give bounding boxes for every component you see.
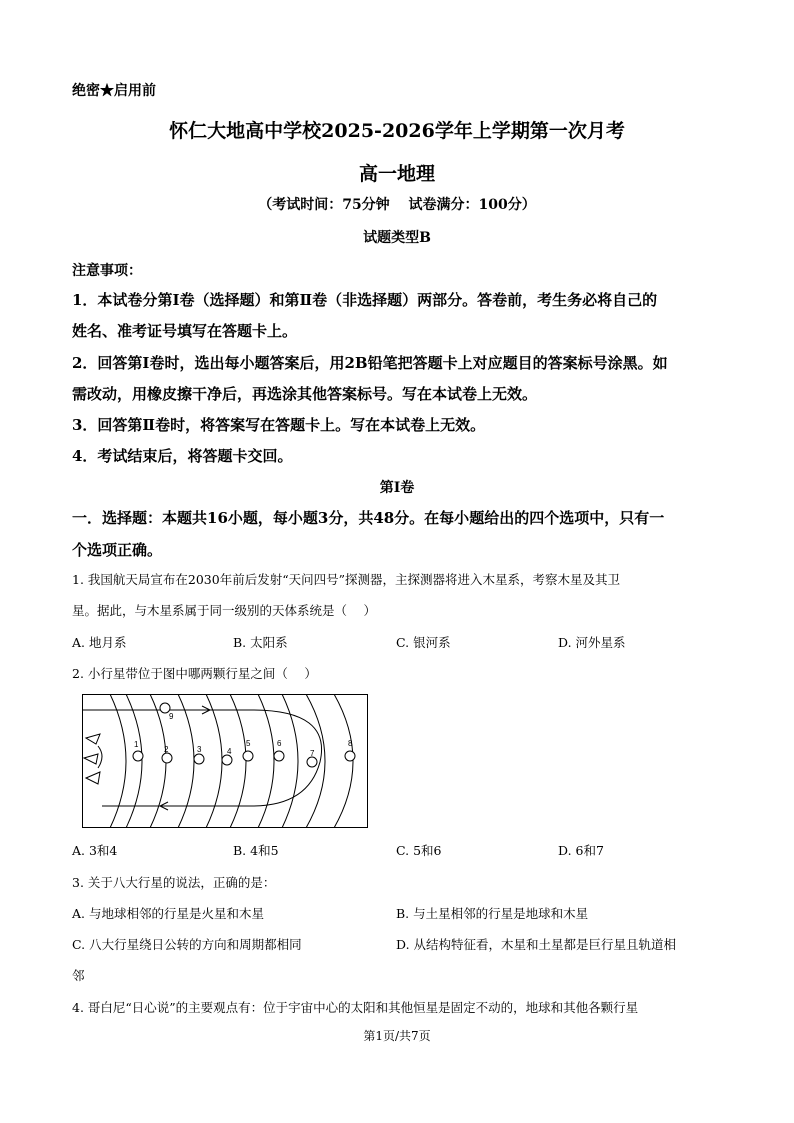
q2-option-b[interactable]: B. 4和5 — [233, 843, 279, 858]
note-line: 3．回答第Ⅱ卷时，将答案写在答题卡上。写在本试卷上无效。 — [72, 416, 486, 434]
note-line: 1．本试卷分第Ⅰ卷（选择题）和第Ⅱ卷（非选择题）两部分。答卷前，考生务必将自己的 — [72, 291, 658, 309]
planet-label-4: 4 — [227, 747, 232, 756]
q1-option-d[interactable]: D. 河外星系 — [558, 635, 626, 650]
planet-label-8: 8 — [348, 739, 353, 748]
q2-option-d[interactable]: D. 6和7 — [558, 843, 604, 858]
note-line: 需改动，用橡皮擦干净后，再选涂其他答案标号。写在本试卷上无效。 — [72, 385, 538, 403]
solar-system-diagram — [82, 694, 368, 828]
q3-option-c[interactable]: C. 八大行星绕日公转的方向和周期都相同 — [72, 937, 302, 952]
sun-icon — [84, 734, 102, 784]
q1-option-a[interactable]: A. 地月系 — [72, 635, 127, 650]
planet-6 — [274, 751, 284, 761]
planet-1 — [133, 751, 143, 761]
q1-option-c[interactable]: C. 银河系 — [396, 635, 451, 650]
planet-5 — [243, 751, 253, 761]
note-line: 姓名、准考证号填写在答题卡上。 — [72, 322, 298, 340]
q3-option-a[interactable]: A. 与地球相邻的行星是火星和木星 — [72, 906, 264, 921]
q3-option-d-wrap: 邻 — [72, 968, 85, 983]
exam-info: （考试时间：75分钟 试卷满分：100分） — [258, 197, 536, 213]
planet-label-2: 2 — [164, 745, 169, 754]
note-line: 4．考试结束后，将答题卡交回。 — [72, 447, 293, 465]
paper-type: 试题类型B — [363, 230, 431, 246]
comet-label-9: 9 — [169, 712, 174, 721]
question-1-stem: 1. 我国航天局宣布在2030年前后发射“天问四号”探测器，主探测器将进入木星系，考察木星及其卫 — [72, 572, 620, 587]
section-instruction: 一．选择题：本题共16小题，每小题3分，共48分。在每小题给出的四个选项中，只有一 — [72, 509, 665, 527]
q2-option-a[interactable]: A. 3和4 — [72, 843, 118, 858]
question-4-stem: 4. 哥白尼“日心说”的主要观点有：位于宇宙中心的太阳和其他恒星是固定不动的，地球和其他各颗行星 — [72, 1000, 639, 1015]
planet-label-3: 3 — [197, 745, 202, 754]
question-3-stem: 3. 关于八大行星的说法，正确的是： — [72, 875, 276, 890]
section-instruction: 个选项正确。 — [72, 541, 163, 559]
planet-label-5: 5 — [246, 739, 251, 748]
question-1-stem: 星。据此，与木星系属于同一级别的天体系统是（ ） — [72, 603, 376, 618]
planet-label-1: 1 — [134, 740, 139, 749]
planet-label-7: 7 — [310, 749, 315, 758]
exam-title: 怀仁大地高中学校2025-2026学年上学期第一次月考 — [169, 120, 625, 142]
planet-3 — [194, 754, 204, 764]
planet-label-6: 6 — [277, 739, 282, 748]
planet-7 — [307, 757, 317, 767]
confidential-label: 绝密★启用前 — [72, 83, 156, 99]
subject-title: 高一地理 — [358, 163, 435, 185]
section-title: 第Ⅰ卷 — [379, 480, 415, 496]
planet-8 — [345, 751, 355, 761]
q3-option-b[interactable]: B. 与土星相邻的行星是地球和木星 — [396, 906, 589, 921]
question-2-stem: 2. 小行星带位于图中哪两颗行星之间（ ） — [72, 666, 317, 681]
note-line: 2．回答第Ⅰ卷时，选出每小题答案后，用2B铅笔把答题卡上对应题目的答案标号涂黑。如 — [72, 354, 668, 372]
planet-2 — [162, 753, 172, 763]
notes-heading: 注意事项： — [72, 263, 142, 279]
planet-4 — [222, 755, 232, 765]
q2-option-c[interactable]: C. 5和6 — [396, 843, 442, 858]
q1-option-b[interactable]: B. 太阳系 — [233, 635, 288, 650]
q3-option-d[interactable]: D. 从结构特征看，木星和土星都是巨行星且轨道相 — [396, 937, 677, 952]
page-number: 第1页/共7页 — [363, 1029, 431, 1043]
